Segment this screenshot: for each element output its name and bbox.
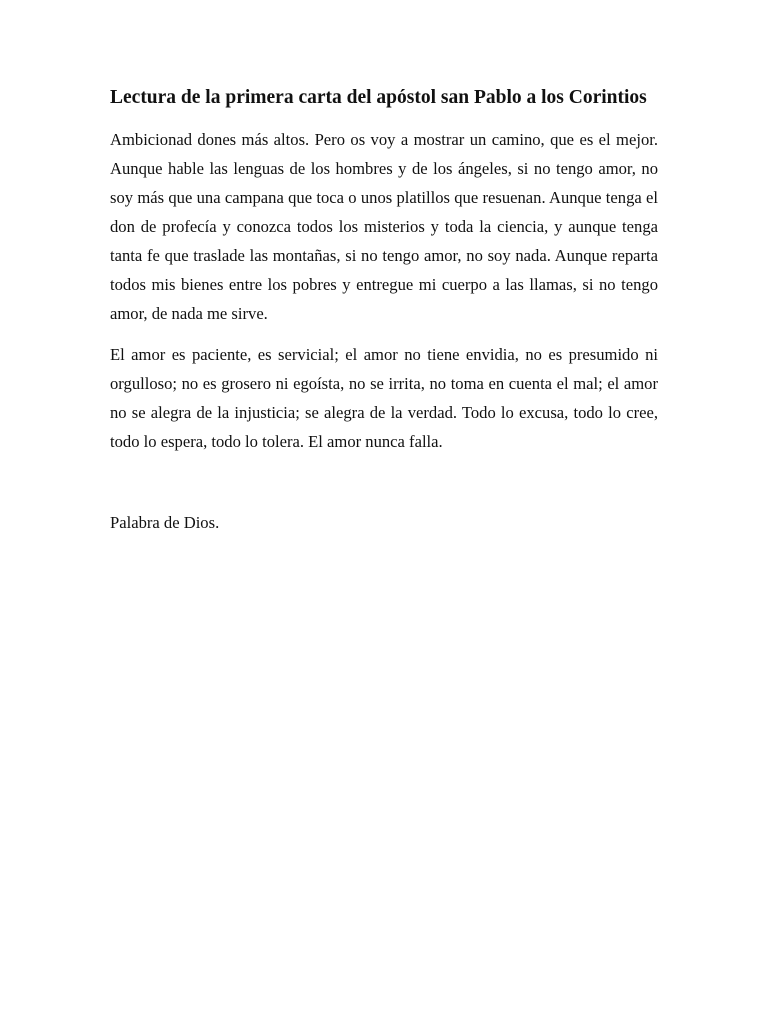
- reading-paragraph-2: El amor es paciente, es servicial; el amor no tiene envidia, no es presumido ni orgulloso; no es grosero ni egoísta, no se irrita, no toma en cuenta el mal; el amor no se alegra de la injusticia; se alegra de la verdad. Todo lo excusa, todo lo cree, todo lo espera, todo lo tolera. El amor nunca falla.: [110, 345, 658, 451]
- reading-paragraph-1: Ambicionad dones más altos. Pero os voy a mostrar un camino, que es el mejor. Aunque hable las lenguas de los hombres y de los ángeles, si no tengo amor, no soy más que una campana que toca o unos platillos que resuenan. Aunque tenga el don de profecía y conozca todos los misterios y toda la ciencia, y aunque tenga tanta fe que traslade las montañas, si no tengo amor, no soy nada. Aunque reparta todos mis bienes entre los pobres y entregue mi cuerpo a las llamas, si no tengo amor, de nada me sirve.: [110, 130, 658, 323]
- reading-title: Lectura de la primera carta del apóstol san Pablo a los Corintios: [110, 87, 647, 108]
- reading-closing: Palabra de Dios.: [110, 513, 220, 532]
